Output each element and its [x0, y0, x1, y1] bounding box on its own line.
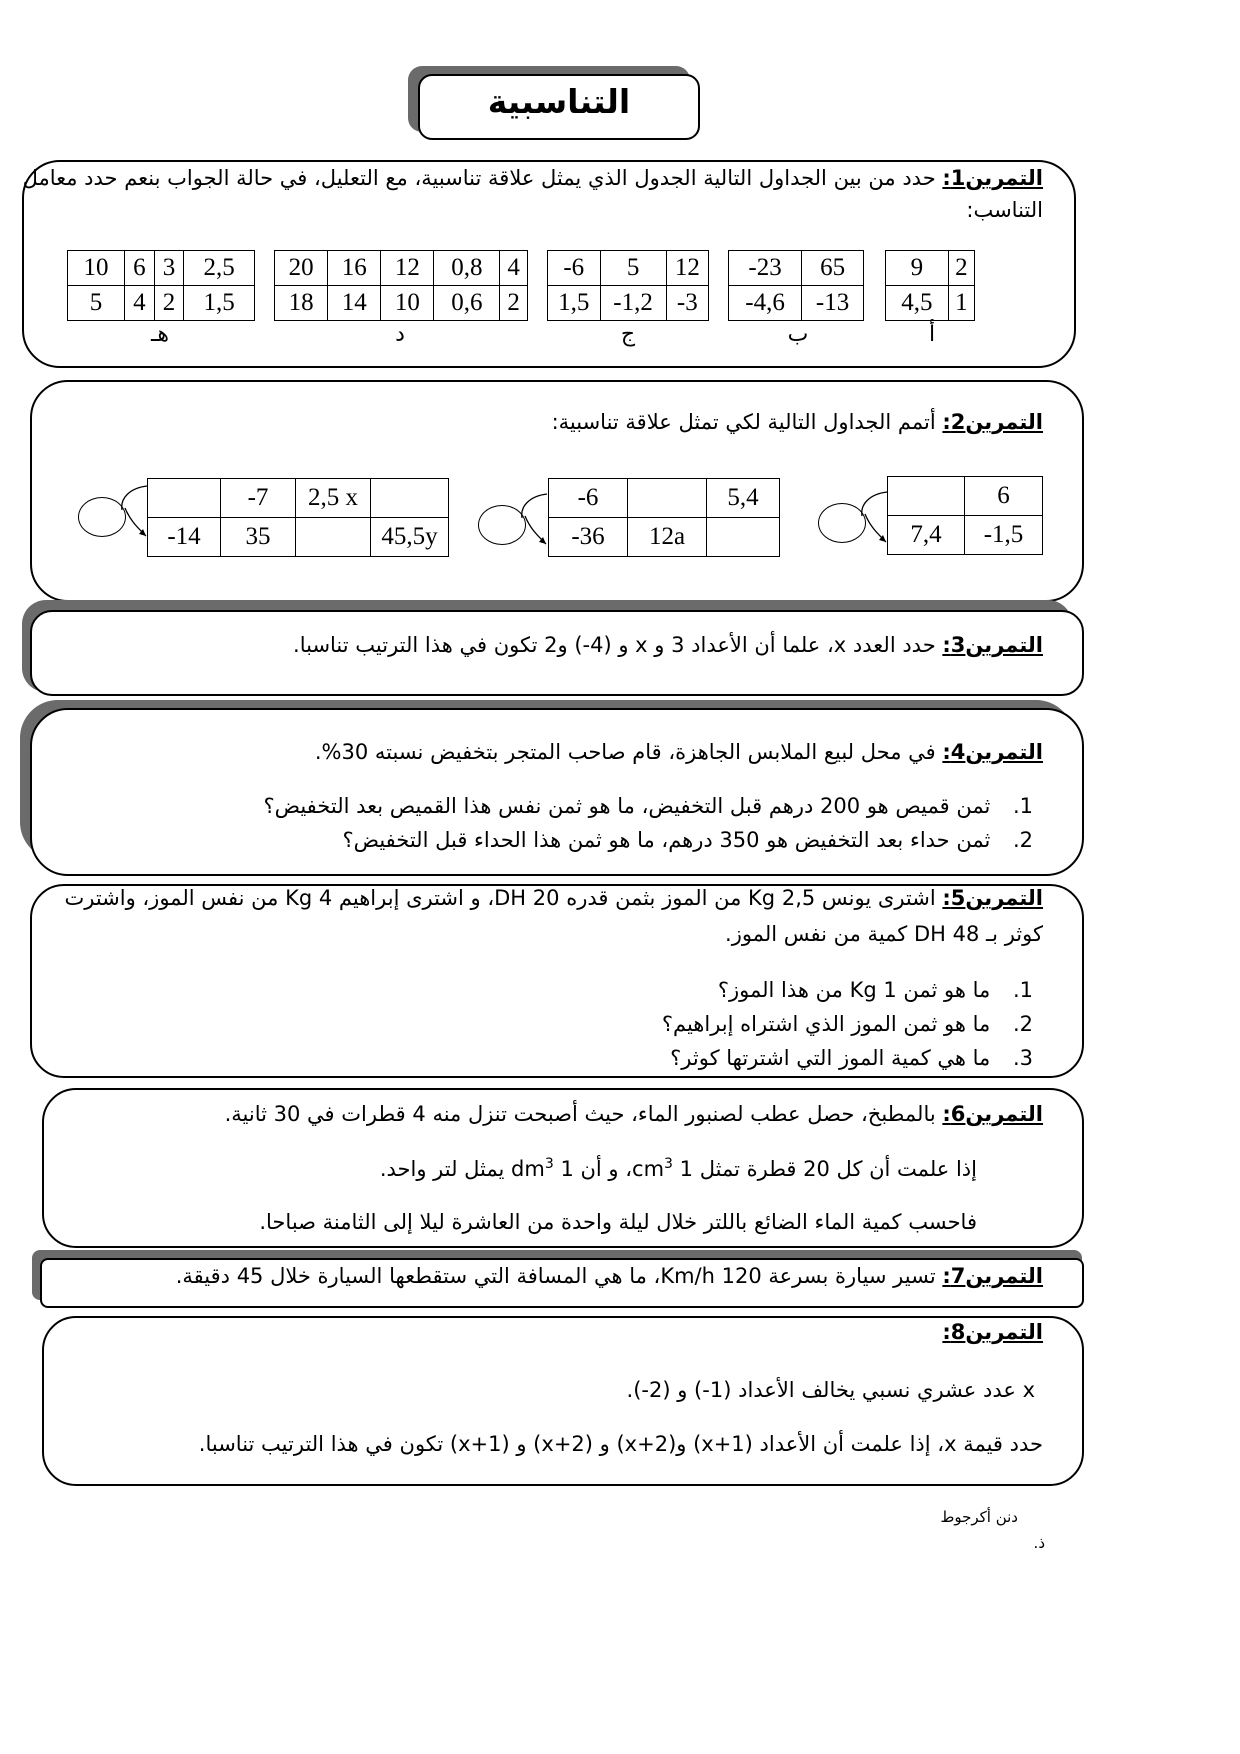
table-cell: 0,8 — [434, 251, 500, 286]
page-title: التناسبية — [487, 82, 631, 121]
ex1-table-a-label: أ — [928, 322, 936, 347]
table-cell: -7 — [221, 479, 296, 518]
ex6-sup-2: 3 — [544, 1156, 554, 1172]
exercise-5-line2: كوثر بـ 48 DH كمية من نفس الموز. — [725, 922, 1043, 946]
exercise-8-line2: حدد قيمة x، إذا علمت أن الأعداد (x+1) و(x+2) و (x+2) و (x+1) تكون في هذا الترتيب تناسبا. — [198, 1432, 1043, 1456]
ex6-text-c: يمثل لتر واحد. — [379, 1157, 512, 1181]
table-cell: 9 — [886, 251, 949, 286]
table-cell: 2 — [500, 286, 528, 321]
table-cell: 6 — [125, 251, 155, 286]
table-cell: -14 — [148, 518, 221, 557]
table-cell: -4,6 — [729, 286, 802, 321]
ex2-table-1-arrow — [100, 478, 160, 548]
table-cell: 1,5 — [184, 286, 255, 321]
table-cell: 2,5 x — [296, 479, 371, 518]
ex6-text-a: إذا علمت أن كل 20 قطرة تمثل 1 cm — [632, 1157, 977, 1181]
exercise-8-line1: x عدد عشري نسبي يخالف الأعداد (1-) و (2-). — [626, 1378, 1035, 1402]
list-item — [718, 978, 1033, 1002]
list-item-number: 3. — [1012, 1046, 1033, 1070]
exercise-7-text — [176, 1264, 1043, 1288]
table-cell: 3 — [154, 251, 184, 286]
footer-prefix: ذ. — [1033, 1534, 1045, 1552]
exercise-2-text — [552, 410, 1043, 434]
ex2-table-2-arrow — [500, 486, 560, 556]
table-cell: -13 — [802, 286, 864, 321]
list-item-number: 1. — [1012, 794, 1033, 818]
table-cell: 4 — [125, 286, 155, 321]
table-cell: 16 — [328, 251, 381, 286]
table-cell: 10 — [68, 251, 125, 286]
table-cell: 1 — [948, 286, 974, 321]
table-cell: 5 — [68, 286, 125, 321]
ex1-table-c-label: ج — [620, 322, 636, 347]
table-cell: -1,5 — [965, 516, 1043, 555]
exercise-6-line3: فاحسب كمية الماء الضائع باللتر خلال ليلة واحدة من العاشرة ليلا إلى الثامنة صباحا. — [259, 1210, 977, 1234]
list-item-text: ثمن حداء بعد التخفيض هو 350 درهم، ما هو ثمن هذا الحداء قبل التخفيض؟ — [342, 828, 991, 852]
ex1-table-b-label: ب — [787, 322, 809, 347]
table-cell — [371, 479, 449, 518]
footer-author: دنن أكرجوط — [940, 1508, 1018, 1526]
ex2-table-2 — [548, 478, 780, 557]
table-cell: 0,6 — [434, 286, 500, 321]
table-cell: 6 — [965, 477, 1043, 516]
list-item-number: 1. — [1012, 978, 1033, 1002]
ex1-table-e — [67, 250, 255, 321]
ex6-sup-1: 3 — [664, 1156, 673, 1172]
exercise-4-label: التمرين4: — [942, 740, 1043, 764]
exercise-6-label: التمرين6: — [942, 1102, 1043, 1126]
table-cell: 45,5y — [371, 518, 449, 557]
list-item — [662, 1012, 1033, 1036]
ex1-table-d — [274, 250, 528, 321]
exercise-6-line1: بالمطبخ، حصل عطب لصنبور الماء، حيث أصبحت تنزل منه 4 قطرات في 30 ثانية. — [224, 1102, 936, 1126]
table-cell: 10 — [381, 286, 434, 321]
table-cell: 4,5 — [886, 286, 949, 321]
exercise-2-label: التمرين2: — [942, 410, 1043, 434]
exercise-6-line2 — [380, 1156, 977, 1181]
exercise-1-text — [23, 166, 1043, 190]
exercise-8-label-line — [942, 1320, 1043, 1344]
list-item — [670, 1046, 1033, 1070]
table-cell: 12 — [666, 251, 708, 286]
table-cell: -36 — [549, 518, 628, 557]
table-cell: -6 — [549, 479, 628, 518]
table-cell: -23 — [729, 251, 802, 286]
list-item-number: 2. — [1012, 1012, 1033, 1036]
exercise-5-line1: اشترى يونس 2,5 Kg من الموز بثمن قدره 20 DH، و اشترى إبراهيم 4 Kg من نفس الموز، واشترت — [64, 886, 936, 910]
table-cell: 7,4 — [888, 516, 965, 555]
ex1-table-c — [547, 250, 709, 321]
exercise-2-body: أتمم الجداول التالية لكي تمثل علاقة تناسبية: — [551, 410, 936, 434]
table-cell: 18 — [275, 286, 328, 321]
table-cell: 2 — [948, 251, 974, 286]
ex1-table-e-label: هـ — [150, 322, 170, 347]
list-item — [342, 828, 1033, 852]
ex1-table-a — [885, 250, 975, 321]
table-cell: 2,5 — [184, 251, 255, 286]
ex2-table-1 — [147, 478, 449, 518]
ex1-table-d-label: د — [395, 322, 405, 347]
table-cell: 4 — [500, 251, 528, 286]
list-item-text: ما هي كمية الموز التي اشترتها كوثر؟ — [670, 1046, 991, 1070]
list-item-number: 2. — [1012, 828, 1033, 852]
table-cell — [628, 479, 707, 518]
list-item-text: ثمن قميص هو 200 درهم قبل التخفيض، ما هو ثمن نفس هذا القميص بعد التخفيض؟ — [263, 794, 991, 818]
exercise-4-text — [315, 740, 1043, 764]
exercise-5-text — [64, 886, 1043, 910]
exercise-3-label: التمرين3: — [942, 633, 1043, 657]
exercise-1-line2: التناسب: — [966, 198, 1043, 222]
ex2-table-1-bottom — [147, 517, 449, 557]
table-cell: 12a — [628, 518, 707, 557]
exercise-7-body: تسير سيارة بسرعة 120 Km/h، ما هي المسافة التي ستقطعها السيارة خلال 45 دقيقة. — [175, 1264, 936, 1288]
ex6-text-b: ، و أن 1 dm — [511, 1157, 633, 1181]
ex2-table-3 — [887, 476, 1043, 555]
list-item — [263, 794, 1033, 818]
exercise-4-body: في محل لبيع الملابس الجاهزة، قام صاحب المتجر بتخفيض نسبته 30%. — [314, 740, 936, 764]
exercise-1-line1: حدد من بين الجداول التالية الجدول الذي يمثل علاقة تناسبية، مع التعليل، في حالة الجواب بنعم حدد معامل — [22, 166, 936, 190]
ex1-table-b — [728, 250, 864, 321]
exercise-6-text — [225, 1102, 1043, 1126]
table-cell: 5,4 — [707, 479, 780, 518]
exercise-7-label: التمرين7: — [942, 1264, 1043, 1288]
list-item-text: ما هو ثمن 1 Kg من هذا الموز؟ — [717, 978, 991, 1002]
exercise-3-body: حدد العدد x، علما أن الأعداد 3 و x و (4-) و2 تكون في هذا الترتيب تناسبا. — [293, 633, 936, 657]
exercise-8-label: التمرين8: — [942, 1320, 1043, 1344]
list-item-text: ما هو ثمن الموز الذي اشتراه إبراهيم؟ — [661, 1012, 991, 1036]
table-cell — [296, 518, 371, 557]
exercise-5-label: التمرين5: — [942, 886, 1043, 910]
table-cell: 20 — [275, 251, 328, 286]
table-cell: 1,5 — [548, 286, 601, 321]
table-cell: 65 — [802, 251, 864, 286]
table-cell — [707, 518, 780, 557]
table-cell: 14 — [328, 286, 381, 321]
table-cell: -1,2 — [600, 286, 666, 321]
table-cell: 35 — [221, 518, 296, 557]
table-cell: -3 — [666, 286, 708, 321]
table-cell: 2 — [154, 286, 184, 321]
table-cell: 5 — [600, 251, 666, 286]
exercise-3-text — [293, 633, 1043, 657]
exercise-1-label: التمرين1: — [942, 166, 1043, 190]
table-cell: -6 — [548, 251, 601, 286]
table-cell: 12 — [381, 251, 434, 286]
ex2-table-3-arrow — [840, 484, 900, 554]
